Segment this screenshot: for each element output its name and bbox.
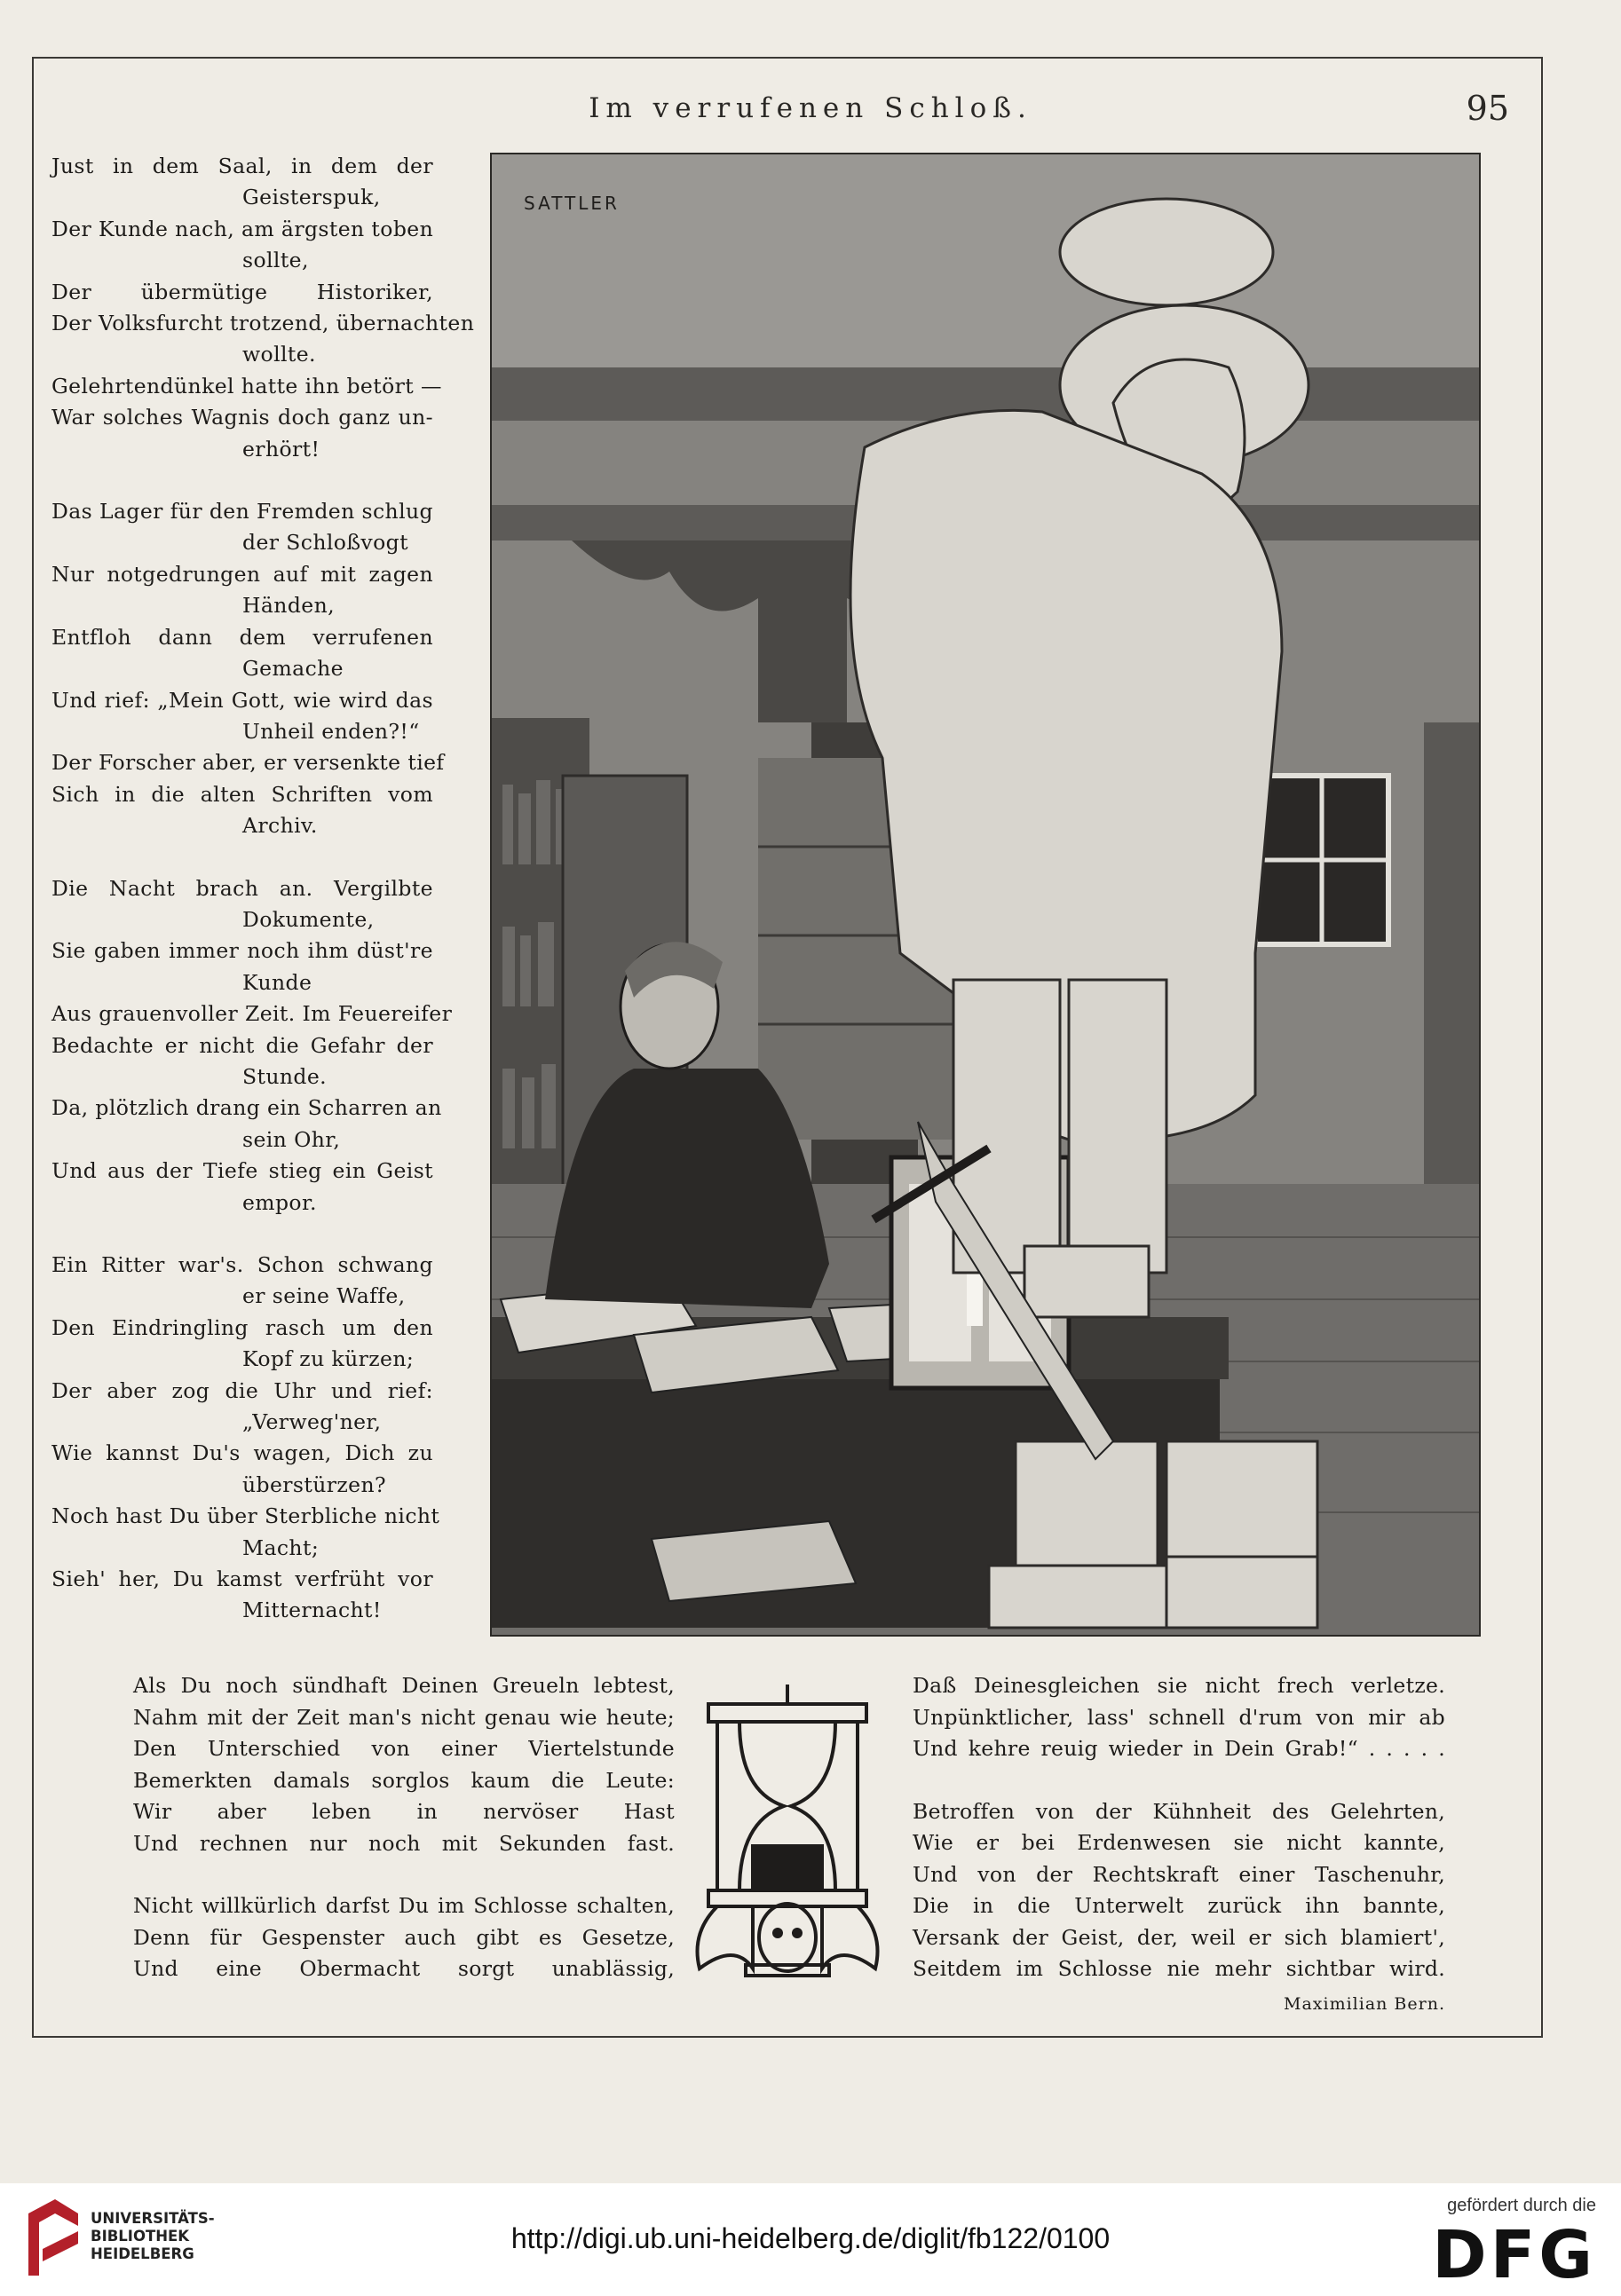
poem-line: Sieh' her, Du kamst verfrüht vor — [51, 1566, 433, 1592]
poem-line: empor. — [242, 1189, 317, 1215]
stanza — [51, 1250, 440, 1627]
poem-line: Der aber zog die Uhr und rief: — [51, 1377, 433, 1403]
sponsor-label: gefördert durch die — [1447, 2196, 1596, 2215]
poem-line: Noch hast Du über Sterbliche nicht — [51, 1503, 440, 1529]
illustration-ghost-knight — [490, 153, 1481, 1637]
library-name-line2: BIBLIOTHEK — [91, 2228, 190, 2245]
poem-line: Der übermütige Historiker, — [51, 279, 433, 304]
poem-line: Den Eindringling rasch um den — [51, 1314, 433, 1340]
poem-line: Stunde. — [242, 1063, 328, 1089]
poem-bottom-left-column — [133, 1670, 675, 1985]
poem-line: Kopf zu kürzen; — [242, 1346, 415, 1372]
poem-line: Der Volksfurcht trotzend, übernachten — [51, 311, 475, 336]
poem-line: wollte. — [242, 342, 316, 367]
poem-line: Kunde — [242, 969, 312, 995]
poem-line: Gemache — [242, 656, 344, 682]
artist-signature: SATTLER — [524, 193, 620, 214]
poem-line: Die Nacht brach an. Vergilbte — [51, 875, 433, 901]
poem-line: Betroffen von der Kühnheit des Gelehrten, — [913, 1798, 1445, 1824]
poem-line: überstürzen? — [242, 1471, 387, 1497]
poem-line: Bedachte er nicht die Gefahr der — [51, 1032, 433, 1058]
poem-line: sollte, — [242, 248, 309, 273]
poem-line: Bemerkten damals sorglos kaum die Leute: — [133, 1767, 675, 1793]
poem-line: Und aus der Tiefe stieg ein Geist — [51, 1158, 433, 1184]
poem-line: Das Lager für den Fremden schlug — [51, 499, 433, 525]
poem-bottom-right-column — [913, 1670, 1445, 2020]
stanza — [51, 496, 445, 841]
poem-line: Und von der Rechtskraft einer Taschenuhr, — [913, 1861, 1445, 1887]
poem-line: Und eine Obermacht sorgt unablässig, — [133, 1956, 675, 1981]
poem-line: Seitdem im Schlosse nie mehr sichtbar wird. — [913, 1956, 1445, 1981]
poem-line: Die in die Unterwelt zurück ihn bannte, — [913, 1893, 1445, 1918]
poem-line: Nur notgedrungen auf mit zagen — [51, 561, 433, 587]
poem-line: Sich in die alten Schriften vom — [51, 781, 433, 807]
poem-line: Ein Ritter war's. Schon schwang — [51, 1252, 433, 1277]
poem-line: Dokumente, — [242, 906, 375, 932]
author-name: Maximilian Bern. — [1284, 1993, 1445, 2014]
hourglass-owl-vignette — [691, 1685, 884, 1977]
poem-line: Wie kannst Du's wagen, Dich zu — [51, 1440, 433, 1466]
page-number: 95 — [1466, 89, 1509, 128]
poem-line: Denn für Gespenster auch gibt es Gesetze, — [133, 1924, 675, 1950]
poem-line: Unheil enden?!“ — [242, 718, 420, 744]
poem-line: Sie gaben immer noch ihm düst're — [51, 938, 433, 964]
poem-line: Daß Deinesgleichen sie nicht frech verletze. — [913, 1673, 1445, 1698]
page-title: Im verrufenen Schloß. — [589, 92, 1032, 124]
poem-line: Und rief: „Mein Gott, wie wird das — [51, 687, 433, 713]
library-name-line3: HEIDELBERG — [91, 2245, 194, 2262]
poem-line: Den Unterschied von einer Viertelstunde — [133, 1736, 675, 1761]
poem-line: Unpünktlicher, lass' schnell d'rum von mir ab — [913, 1704, 1445, 1730]
poem-line: „Verweg'ner, — [242, 1409, 382, 1435]
poem-line: Aus grauenvoller Zeit. Im Feuereifer — [51, 1001, 453, 1027]
poem-line: der Schloßvogt — [242, 530, 408, 556]
poem-line: Just in dem Saal, in dem der — [51, 154, 433, 178]
poem-line: Der Forscher aber, er versenkte tief — [51, 750, 445, 776]
poem-line: Mitternacht! — [242, 1598, 382, 1623]
poem-line: Nicht willkürlich darfst Du im Schlosse schalten, — [133, 1893, 675, 1918]
poem-line: Händen, — [242, 593, 335, 619]
poem-line: Der Kunde nach, am ärgsten toben — [51, 216, 434, 241]
dfg-logo[interactable]: DFG — [1432, 2217, 1596, 2293]
poem-line: Geisterspuk, — [242, 185, 381, 210]
poem-line: Da, plötzlich drang ein Scharren an — [51, 1095, 442, 1121]
poem-line: erhört! — [242, 436, 320, 462]
poem-line: Wie er bei Erdenwesen sie nicht kannte, — [913, 1830, 1445, 1855]
stanza — [51, 151, 475, 465]
poem-line: Entfloh dann dem verrufenen — [51, 624, 433, 650]
poem-line: Macht; — [242, 1535, 320, 1560]
library-name-line1: UNIVERSITÄTS- — [91, 2210, 215, 2227]
poem-left-column — [51, 151, 475, 1658]
stanza — [51, 873, 453, 1219]
poem-line: Versank der Geist, der, weil er sich blamiert', — [913, 1924, 1445, 1950]
poem-line: er seine Waffe, — [242, 1283, 406, 1309]
poem-line: Archiv. — [242, 813, 318, 839]
poem-line: Als Du noch sündhaft Deinen Greueln lebtest, — [133, 1673, 675, 1698]
poem-line: Gelehrtendünkel hatte ihn betört — — [51, 373, 442, 398]
poem-line: Wir aber leben in nervöser Hast — [133, 1799, 675, 1824]
poem-line: Und rechnen nur noch mit Sekunden fast. — [133, 1830, 675, 1856]
document-url-link[interactable]: http://digi.ub.uni-heidelberg.de/diglit/fb122/0100 — [510, 2222, 1111, 2254]
poem-line: Nahm mit der Zeit man's nicht genau wie heute; — [133, 1704, 675, 1730]
poem-line: Und kehre reuig wieder in Dein Grab!“ . . . . . — [913, 1736, 1445, 1761]
poem-line: sein Ohr, — [242, 1126, 341, 1152]
poem-line: War solches Wagnis doch ganz un- — [51, 405, 433, 430]
